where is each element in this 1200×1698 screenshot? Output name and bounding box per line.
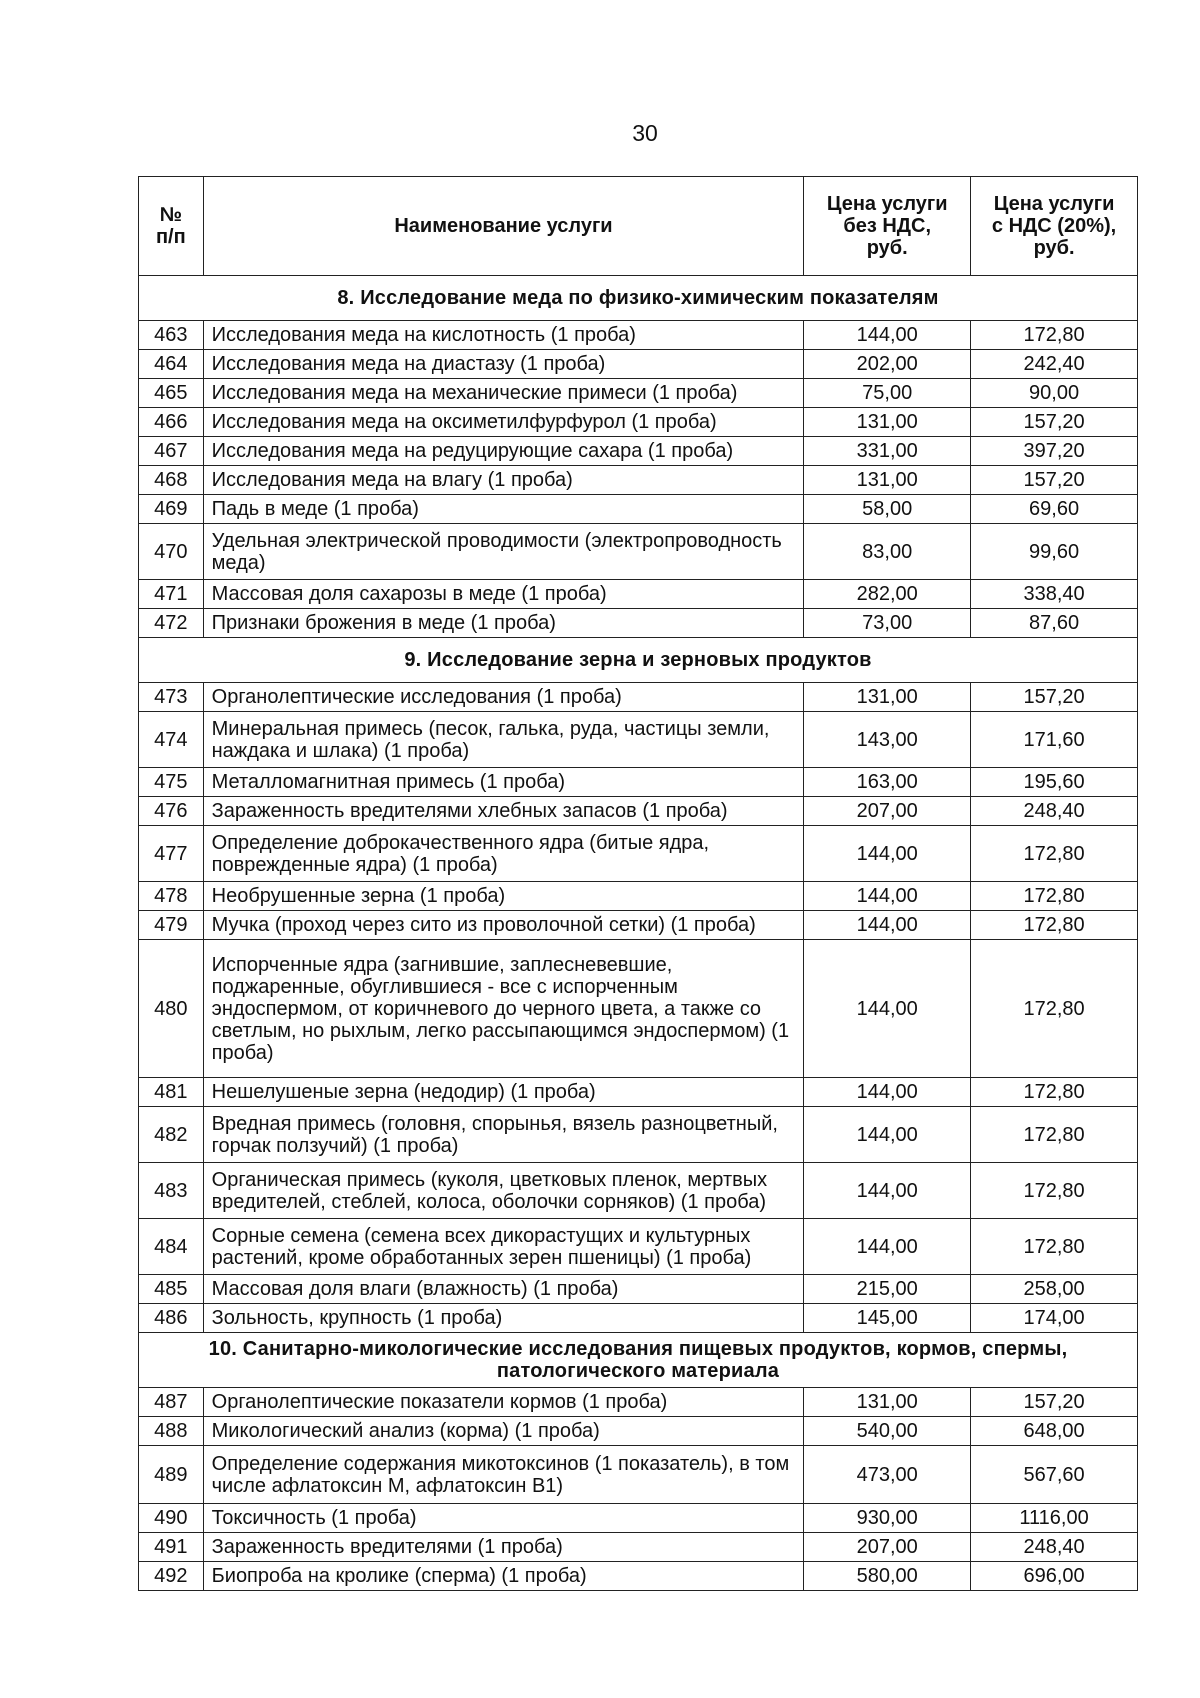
price-with-vat: 397,20 — [971, 437, 1138, 466]
table-row — [139, 437, 1138, 466]
price-no-vat: 144,00 — [804, 940, 971, 1078]
price-no-vat: 73,00 — [804, 609, 971, 638]
price-no-vat: 282,00 — [804, 580, 971, 609]
price-with-vat: 172,80 — [971, 911, 1138, 940]
price-with-vat: 567,60 — [971, 1446, 1138, 1504]
service-name: Определение доброкачественного ядра (битые ядра, поврежденные ядра) (1 проба) — [203, 826, 804, 882]
price-with-vat: 172,80 — [971, 321, 1138, 350]
row-number: 478 — [139, 882, 204, 911]
row-number: 488 — [139, 1417, 204, 1446]
price-with-vat: 172,80 — [971, 882, 1138, 911]
table-row — [139, 1163, 1138, 1219]
price-with-vat: 157,20 — [971, 1388, 1138, 1417]
service-name: Исследования меда на диастазу (1 проба) — [203, 350, 804, 379]
table-row — [139, 826, 1138, 882]
table-row — [139, 1446, 1138, 1504]
price-with-vat: 172,80 — [971, 1078, 1138, 1107]
price-no-vat: 131,00 — [804, 408, 971, 437]
table-row — [139, 1275, 1138, 1304]
row-number: 487 — [139, 1388, 204, 1417]
price-no-vat: 75,00 — [804, 379, 971, 408]
row-number: 473 — [139, 683, 204, 712]
table-row — [139, 940, 1138, 1078]
service-name: Микологический анализ (корма) (1 проба) — [203, 1417, 804, 1446]
service-name: Исследования меда на механические примеси (1 проба) — [203, 379, 804, 408]
service-name: Вредная примесь (головня, спорынья, вязель разноцветный, горчак ползучий) (1 проба) — [203, 1107, 804, 1163]
section-title: 10. Санитарно-микологические исследования пищевых продуктов, кормов, спермы, патологического материала — [139, 1333, 1138, 1388]
row-number: 477 — [139, 826, 204, 882]
price-with-vat: 338,40 — [971, 580, 1138, 609]
price-no-vat: 144,00 — [804, 882, 971, 911]
price-no-vat: 144,00 — [804, 1078, 971, 1107]
service-name: Нешелушеные зерна (недодир) (1 проба) — [203, 1078, 804, 1107]
price-no-vat: 331,00 — [804, 437, 971, 466]
price-with-vat: 69,60 — [971, 495, 1138, 524]
price-no-vat: 131,00 — [804, 466, 971, 495]
table-row — [139, 1388, 1138, 1417]
row-number: 486 — [139, 1304, 204, 1333]
price-no-vat: 580,00 — [804, 1562, 971, 1591]
section-header — [139, 638, 1138, 683]
table-row — [139, 609, 1138, 638]
row-number: 474 — [139, 712, 204, 768]
price-no-vat: 144,00 — [804, 911, 971, 940]
service-name: Органолептические показатели кормов (1 проба) — [203, 1388, 804, 1417]
service-name: Органическая примесь (куколя, цветковых пленок, мертвых вредителей, стеблей, колоса, оболочки сорняков) (1 проба) — [203, 1163, 804, 1219]
price-no-vat: 143,00 — [804, 712, 971, 768]
row-number: 485 — [139, 1275, 204, 1304]
row-number: 483 — [139, 1163, 204, 1219]
service-name: Сорные семена (семена всех дикорастущих и культурных растений, кроме обработанных зерен пшеницы) (1 проба) — [203, 1219, 804, 1275]
row-number: 468 — [139, 466, 204, 495]
price-with-vat: 248,40 — [971, 797, 1138, 826]
table-row — [139, 1304, 1138, 1333]
table-row — [139, 882, 1138, 911]
row-number: 463 — [139, 321, 204, 350]
row-number: 471 — [139, 580, 204, 609]
service-name: Металломагнитная примесь (1 проба) — [203, 768, 804, 797]
row-number: 492 — [139, 1562, 204, 1591]
service-name: Удельная электрической проводимости (электропроводность меда) — [203, 524, 804, 580]
header-num: № п/п — [139, 177, 204, 276]
row-number: 480 — [139, 940, 204, 1078]
service-name: Исследования меда на редуцирующие сахара (1 проба) — [203, 437, 804, 466]
price-with-vat: 242,40 — [971, 350, 1138, 379]
table-row — [139, 683, 1138, 712]
service-name: Испорченные ядра (загнившие, заплесневевшие, поджаренные, обуглившиеся - все с испорченным эндоспермом, от коричневого до черного цвета, а также со светлым, но рыхлым, легко рассыпающимся эндоспермом) (1 проба) — [203, 940, 804, 1078]
page-number: 30 — [632, 120, 658, 146]
price-with-vat: 195,60 — [971, 768, 1138, 797]
price-no-vat: 473,00 — [804, 1446, 971, 1504]
service-name: Исследования меда на оксиметилфурфурол (1 проба) — [203, 408, 804, 437]
price-with-vat: 648,00 — [971, 1417, 1138, 1446]
price-with-vat: 258,00 — [971, 1275, 1138, 1304]
service-name: Определение содержания микотоксинов (1 показатель), в том числе афлатоксин М, афлатоксин В1) — [203, 1446, 804, 1504]
table-row — [139, 350, 1138, 379]
price-with-vat: 90,00 — [971, 379, 1138, 408]
service-name: Массовая доля влаги (влажность) (1 проба) — [203, 1275, 804, 1304]
table-row — [139, 797, 1138, 826]
table-row — [139, 580, 1138, 609]
price-no-vat: 930,00 — [804, 1504, 971, 1533]
row-number: 490 — [139, 1504, 204, 1533]
price-table — [138, 176, 1138, 1591]
table-row — [139, 524, 1138, 580]
price-with-vat: 172,80 — [971, 1107, 1138, 1163]
price-no-vat: 131,00 — [804, 683, 971, 712]
price-no-vat: 58,00 — [804, 495, 971, 524]
service-name: Биопроба на кролике (сперма) (1 проба) — [203, 1562, 804, 1591]
table-row — [139, 1504, 1138, 1533]
price-with-vat: 172,80 — [971, 826, 1138, 882]
price-with-vat: 174,00 — [971, 1304, 1138, 1333]
price-no-vat: 163,00 — [804, 768, 971, 797]
price-no-vat: 144,00 — [804, 1107, 971, 1163]
price-no-vat: 540,00 — [804, 1417, 971, 1446]
row-number: 464 — [139, 350, 204, 379]
row-number: 476 — [139, 797, 204, 826]
section-header — [139, 1333, 1138, 1388]
price-with-vat: 172,80 — [971, 1219, 1138, 1275]
table-row — [139, 1417, 1138, 1446]
price-with-vat: 171,60 — [971, 712, 1138, 768]
price-no-vat: 144,00 — [804, 1163, 971, 1219]
price-with-vat: 157,20 — [971, 683, 1138, 712]
section-title: 9. Исследование зерна и зерновых продуктов — [139, 638, 1138, 683]
service-name: Признаки брожения в меде (1 проба) — [203, 609, 804, 638]
table-row — [139, 495, 1138, 524]
price-no-vat: 83,00 — [804, 524, 971, 580]
service-name: Массовая доля сахарозы в меде (1 проба) — [203, 580, 804, 609]
row-number: 475 — [139, 768, 204, 797]
section-header — [139, 276, 1138, 321]
price-no-vat: 144,00 — [804, 1219, 971, 1275]
table-row — [139, 466, 1138, 495]
row-number: 479 — [139, 911, 204, 940]
price-no-vat: 215,00 — [804, 1275, 971, 1304]
row-number: 465 — [139, 379, 204, 408]
table-row — [139, 379, 1138, 408]
price-with-vat: 99,60 — [971, 524, 1138, 580]
price-no-vat: 202,00 — [804, 350, 971, 379]
price-no-vat: 207,00 — [804, 1533, 971, 1562]
price-with-vat: 248,40 — [971, 1533, 1138, 1562]
table-row — [139, 1107, 1138, 1163]
price-with-vat: 172,80 — [971, 1163, 1138, 1219]
price-with-vat: 696,00 — [971, 1562, 1138, 1591]
table-row — [139, 408, 1138, 437]
table-header — [139, 177, 1138, 276]
service-name: Исследования меда на влагу (1 проба) — [203, 466, 804, 495]
service-name: Необрушенные зерна (1 проба) — [203, 882, 804, 911]
row-number: 482 — [139, 1107, 204, 1163]
service-name: Органолептические исследования (1 проба) — [203, 683, 804, 712]
row-number: 466 — [139, 408, 204, 437]
table-row — [139, 768, 1138, 797]
table-row — [139, 1533, 1138, 1562]
header-price-no-vat: Цена услуги без НДС, руб. — [804, 177, 971, 276]
row-number: 491 — [139, 1533, 204, 1562]
table-row — [139, 911, 1138, 940]
service-name: Зараженность вредителями (1 проба) — [203, 1533, 804, 1562]
table-row — [139, 712, 1138, 768]
price-with-vat: 157,20 — [971, 408, 1138, 437]
service-name: Зараженность вредителями хлебных запасов (1 проба) — [203, 797, 804, 826]
price-no-vat: 145,00 — [804, 1304, 971, 1333]
row-number: 470 — [139, 524, 204, 580]
header-name: Наименование услуги — [203, 177, 804, 276]
price-with-vat: 157,20 — [971, 466, 1138, 495]
price-no-vat: 131,00 — [804, 1388, 971, 1417]
service-name: Мучка (проход через сито из проволочной сетки) (1 проба) — [203, 911, 804, 940]
price-with-vat: 87,60 — [971, 609, 1138, 638]
service-name: Исследования меда на кислотность (1 проба) — [203, 321, 804, 350]
row-number: 484 — [139, 1219, 204, 1275]
price-no-vat: 144,00 — [804, 826, 971, 882]
table-row — [139, 1562, 1138, 1591]
service-name: Зольность, крупность (1 проба) — [203, 1304, 804, 1333]
table-row — [139, 1078, 1138, 1107]
service-name: Токсичность (1 проба) — [203, 1504, 804, 1533]
row-number: 489 — [139, 1446, 204, 1504]
header-price-vat: Цена услуги с НДС (20%), руб. — [971, 177, 1138, 276]
table-row — [139, 1219, 1138, 1275]
table-row — [139, 321, 1138, 350]
price-with-vat: 1116,00 — [971, 1504, 1138, 1533]
price-no-vat: 144,00 — [804, 321, 971, 350]
row-number: 467 — [139, 437, 204, 466]
row-number: 469 — [139, 495, 204, 524]
service-name: Минеральная примесь (песок, галька, руда, частицы земли, наждака и шлака) (1 проба) — [203, 712, 804, 768]
price-no-vat: 207,00 — [804, 797, 971, 826]
service-name: Падь в меде (1 проба) — [203, 495, 804, 524]
row-number: 481 — [139, 1078, 204, 1107]
section-title: 8. Исследование меда по физико-химическим показателям — [139, 276, 1138, 321]
price-with-vat: 172,80 — [971, 940, 1138, 1078]
row-number: 472 — [139, 609, 204, 638]
